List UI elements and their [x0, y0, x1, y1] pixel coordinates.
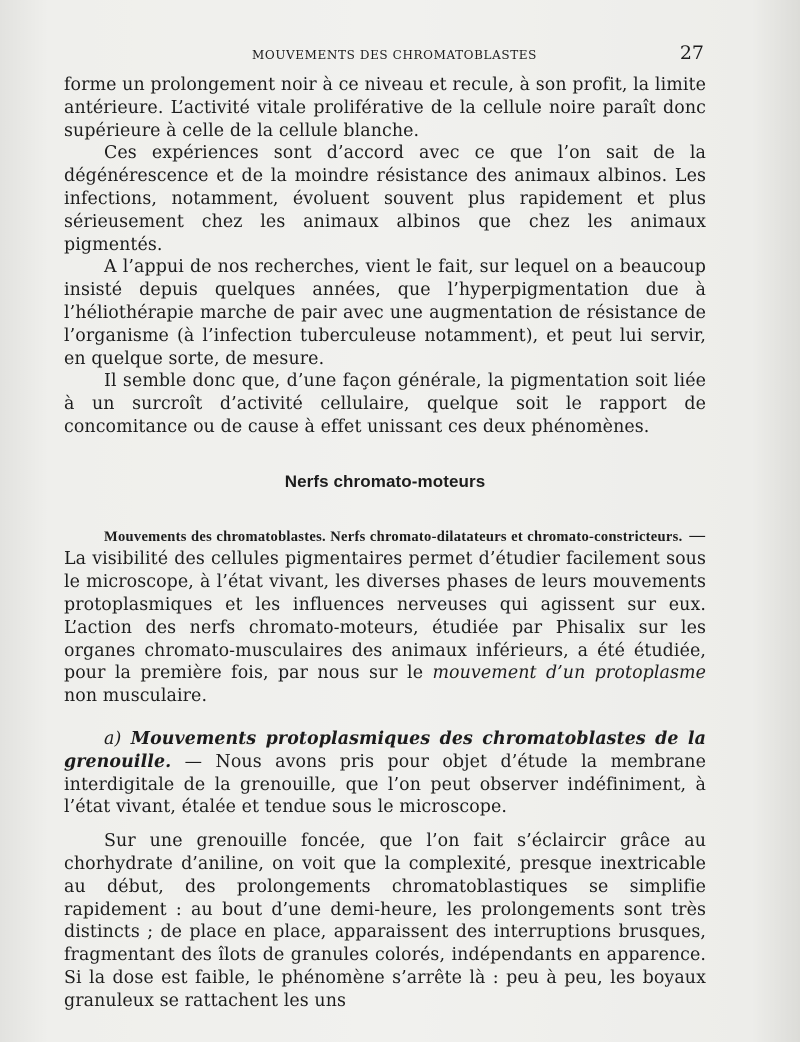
subsection-dash: — [171, 751, 216, 772]
paragraph-heliotherapie: A l’appui de nos recherches, vient le fait, sur lequel on a beaucoup insisté depuis quelques années, que l’hyperpigmentation due à l’héliothérapie marche de pair avec une augmentation de résistance de l’organisme (à l’infection tuberculeuse notamment), et peut lui servir, en quelque sorte, de mesure. [64, 257, 706, 369]
runin-heading: Mouvements des chromatoblastes. Nerfs chromato-dilatateurs et chromato-constricteurs. [104, 528, 683, 545]
runin-dash: — [682, 525, 706, 546]
running-head [0, 44, 800, 68]
paragraph-subsection-a [64, 728, 706, 819]
subsection-title: Mouvements protoplasmiques des chromatoblastes de la grenouille. [64, 728, 706, 772]
paragraph-albinos: Ces expériences sont d’accord avec ce que l’on sait de la dégénérescence et de la moindre résistance des animaux albinos. Les infections, notamment, évoluent souvent plus rapidement et plus sérieusement chez les animaux albinos que chez les animaux pigmentés. [64, 143, 706, 255]
section-text-b: non musculaire. [64, 686, 208, 707]
running-title: MOUVEMENTS DES CHROMATOBLASTES [252, 48, 537, 62]
paragraph-section-intro [64, 525, 706, 708]
paragraph-conclusion: Il semble donc que, d’une façon générale, la pigmentation soit liée à un surcroît d’activité cellulaire, quelque soit le rapport de concomitance ou de cause à effet unissant ces deux phénomènes. [64, 371, 706, 437]
body-text [64, 74, 706, 1012]
paragraph-continuation: forme un prolongement noir à ce niveau et recule, à son profit, la limite antérieure. L’activité vitale proliférative de la cellule noire paraît donc supérieure à celle de la cellule blanche. [64, 75, 706, 141]
paragraph-grenouille: Sur une grenouille foncée, que l’on fait s’éclaircir grâce au chorhydrate d’aniline, on voit que la complexité, presque inextricable au début, des prolongements chromatoblastiques se simplifie rapidement : au bout d’une demi-heure, les prolongements sont très distincts ; de place en place, apparaissent des interruptions brusques, fragmentant des îlots de granules colorés, indépendants en apparence. Si la dose est faible, le phénomène s’arrête là : peu à peu, les boyaux granuleux se rattachent les uns [64, 831, 706, 1011]
section-italic-phrase: mouvement d’un protoplasme [432, 663, 707, 684]
subsection-text: Nous avons pris pour objet d’étude la membrane interdigitale de la grenouille, que l’on peut observer indéfiniment, à l’état vivant, étalée et tendue sous le microscope. [64, 751, 707, 818]
section-title: Nerfs chromato-moteurs [284, 471, 486, 491]
section-text-a: La visibilité des cellules pigmentaires permet d’étudier facilement sous le microscope, à l’état vivant, les diverses phases de leurs mouvements protoplasmiques et les influences nerveuses qui agissent sur eux. L’action des nerfs chromato-moteurs, étudiée par Phisalix sur les organes chromato-musculaires des animaux inférieurs, a été étudiée, pour la première fois, par nous sur le [64, 549, 706, 684]
subsection-label: a) [104, 728, 122, 749]
page-number: 27 [679, 42, 704, 64]
